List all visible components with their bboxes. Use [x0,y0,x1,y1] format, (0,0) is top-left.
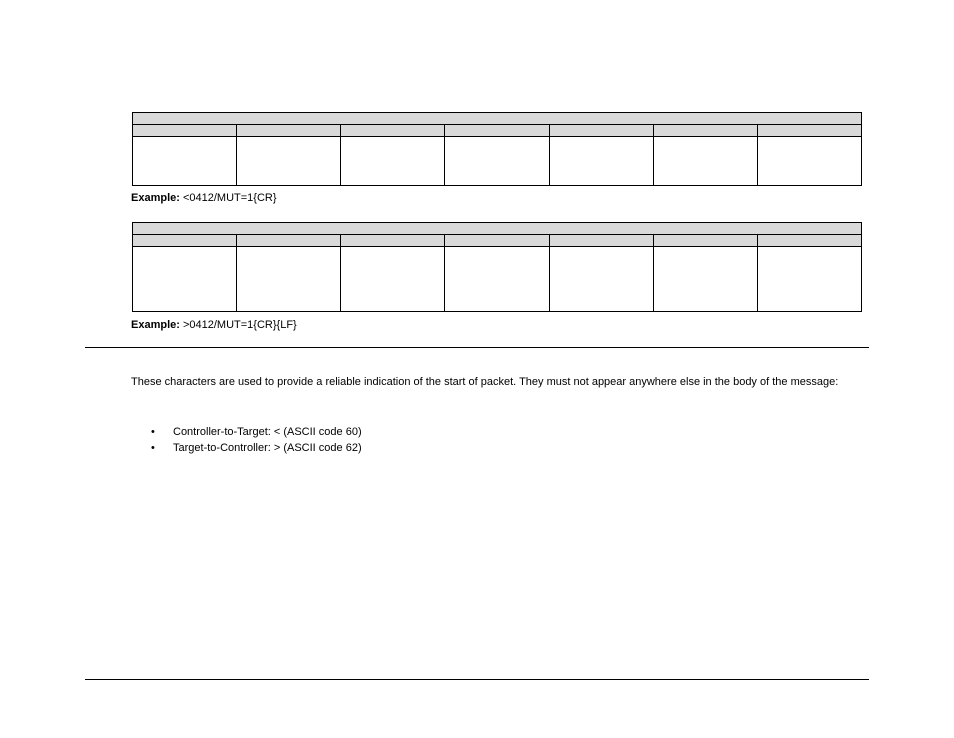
body-cell [549,247,653,312]
list-item-text: Target-to-Controller: > (ASCII code 62) [173,442,362,454]
example-label: Example: [131,319,180,331]
example-label: Example: [131,192,180,204]
body-cell [757,137,861,186]
header-cell [653,235,757,247]
packet-structure-table-target-to-controller [132,222,862,312]
body-paragraph: These characters are used to provide a reliable indication of the start of packet. They must not appear anywhere else in the body of the message: [131,376,839,388]
list-item-text: Controller-to-Target: < (ASCII code 60) [173,426,362,438]
example-text: >0412/MUT=1{CR}{LF} [179,319,297,331]
body-cell [653,137,757,186]
body-cell [653,247,757,312]
body-cell [237,247,341,312]
header-cell [445,235,549,247]
header-cell [549,235,653,247]
table-title-cell [133,223,862,235]
list-item [131,424,362,440]
footer-divider [85,679,869,680]
body-cell [133,137,237,186]
body-cell [341,247,445,312]
body-cell [757,247,861,312]
header-cell [133,125,237,137]
section-divider [85,347,869,348]
bullet-list [131,424,362,456]
header-cell [757,125,861,137]
header-cell [653,125,757,137]
body-cell [237,137,341,186]
header-cell [757,235,861,247]
example-line [131,192,277,205]
packet-structure-table-controller-to-target [132,112,862,186]
bullet-icon: • [151,442,155,454]
body-cell [445,137,549,186]
header-cell [341,125,445,137]
example-line [131,319,297,332]
header-cell [237,125,341,137]
body-cell [445,247,549,312]
list-item [131,440,362,456]
body-cell [549,137,653,186]
example-text: <0412/MUT=1{CR} [179,192,277,204]
bullet-icon: • [151,426,155,438]
header-cell [237,235,341,247]
header-cell [445,125,549,137]
header-cell [549,125,653,137]
header-cell [133,235,237,247]
table-title-cell [133,113,862,125]
body-cell [133,247,237,312]
header-cell [341,235,445,247]
body-cell [341,137,445,186]
